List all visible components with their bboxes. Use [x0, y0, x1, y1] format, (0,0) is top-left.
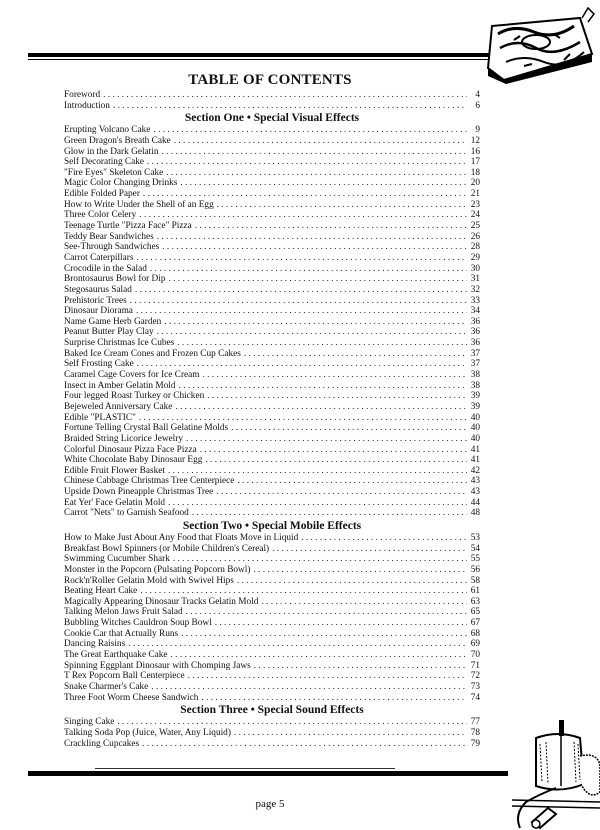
toc-entry[interactable]: [64, 476, 480, 487]
entry-label: Self Frosting Cake: [64, 359, 134, 370]
entry-page: 18: [470, 167, 480, 178]
entry-page: 24: [470, 210, 480, 221]
section-heading: Section Three • Special Sound Effects: [180, 704, 364, 717]
toc-entry[interactable]: [64, 576, 480, 587]
dot-leader: [237, 576, 467, 587]
dot-leader: [147, 157, 467, 168]
entry-label: Introduction: [64, 100, 110, 111]
entry-page: 77: [470, 717, 480, 728]
dot-leader: [195, 221, 467, 232]
entry-page: 36: [470, 316, 480, 327]
toc-entry[interactable]: [64, 317, 480, 328]
entry-label: T Rex Popcorn Ball Centerpiece: [64, 671, 185, 682]
dot-leader: [162, 242, 467, 253]
toc-entry[interactable]: [64, 466, 480, 477]
entry-page: 43: [470, 476, 480, 487]
dot-leader: [180, 178, 467, 189]
header-rule: [28, 53, 508, 57]
toc-entry[interactable]: [64, 413, 480, 424]
dot-leader: [179, 381, 467, 392]
dot-leader: [244, 349, 467, 360]
entry-page: 26: [470, 231, 480, 242]
entry-label: Rock'n'Roller Gelatin Mold with Swivel Hips: [64, 575, 234, 586]
entry-page: 54: [470, 543, 480, 554]
entry-page: 37: [470, 359, 480, 370]
toc-entry[interactable]: [64, 391, 480, 402]
entry-page: 55: [470, 554, 480, 565]
toc-entry[interactable]: [64, 682, 480, 693]
entry-page: 29: [470, 252, 480, 263]
entry-page: 69: [470, 639, 480, 650]
entry-label: Three Foot Worm Cheese Sandwich: [64, 692, 199, 703]
toc-entry[interactable]: [64, 728, 480, 739]
toc-entry[interactable]: [64, 232, 480, 243]
toc-entry[interactable]: [64, 168, 480, 179]
dot-leader: [188, 671, 467, 682]
toc-entry[interactable]: [64, 338, 480, 349]
entry-label: Crocodile in the Salad: [64, 263, 147, 274]
toc-entry[interactable]: [64, 629, 480, 640]
toc-entry[interactable]: [64, 423, 480, 434]
dot-leader: [177, 338, 467, 349]
entry-page: 17: [470, 157, 480, 168]
dot-leader: [231, 423, 467, 434]
entry-label: White Chocolate Baby Dinosaur Egg: [64, 455, 203, 466]
page-number: page 5: [255, 798, 285, 810]
entry-page: 9: [475, 125, 480, 136]
entry-label: Carrot "Nets" to Garnish Seafood: [64, 508, 189, 519]
dot-leader: [140, 586, 467, 597]
dot-leader: [143, 189, 467, 200]
entry-label: Self Decorating Cake: [64, 157, 145, 168]
entry-page: 41: [470, 455, 480, 466]
entry-page: 63: [470, 596, 480, 607]
entry-label: Crackling Cupcakes: [64, 738, 140, 749]
dot-leader: [217, 200, 467, 211]
dot-leader: [168, 466, 467, 477]
entry-label: Name Game Herb Garden: [64, 316, 162, 327]
entry-page: 44: [470, 497, 480, 508]
entry-page: 53: [470, 532, 480, 543]
entry-page: 40: [470, 433, 480, 444]
entry-label: "Fire Eyes" Skeleton Cake: [64, 167, 164, 178]
dot-leader: [113, 101, 467, 112]
entry-label: Braided String Licorice Jewelry: [64, 433, 184, 444]
entry-page: 12: [470, 135, 480, 146]
entry-label: Erupting Volcano Cake: [64, 125, 151, 136]
dot-leader: [142, 739, 467, 750]
entry-label: Monster in the Popcorn (Pulsating Popcorn Bowl): [64, 564, 251, 575]
header-rule-thin: [28, 59, 508, 60]
entry-page: 4: [475, 90, 480, 100]
entry-page: 79: [470, 738, 480, 749]
dot-leader: [253, 565, 467, 576]
entry-label: Teenage Turtle "Pizza Face" Pizza: [64, 221, 192, 232]
table-of-contents: [64, 90, 480, 749]
dot-leader: [301, 533, 467, 544]
entry-label: Edible Fruit Flower Basket: [64, 465, 165, 476]
entry-label: How to Write Under the Shell of an Egg: [64, 199, 214, 210]
entry-page: 23: [470, 199, 480, 210]
dot-leader: [117, 717, 467, 728]
entry-label: Peanut Butter Play Clay: [64, 327, 154, 338]
dot-leader: [186, 434, 467, 445]
entry-label: Surprise Christmas Ice Cubes: [64, 338, 175, 349]
dot-leader: [164, 317, 467, 328]
entry-page: 42: [470, 465, 480, 476]
entry-page: 28: [470, 242, 480, 253]
dot-leader: [203, 370, 467, 381]
dot-leader: [151, 682, 467, 693]
dot-leader: [162, 147, 468, 158]
entry-label: Glow in the Dark Gelatin: [64, 146, 159, 157]
entry-label: Spinning Eggplant Dinosaur with Chomping Jaws: [64, 660, 251, 671]
entry-label: Bubbling Witches Cauldron Soup Bowl: [64, 618, 212, 629]
dot-leader: [181, 629, 467, 640]
entry-page: 73: [470, 681, 480, 692]
dot-leader: [254, 661, 467, 672]
toc-sections: [64, 111, 480, 749]
entry-label: Caramel Cage Covers for Ice Cream: [64, 370, 200, 381]
entry-label: Talking Melon Jaws Fruit Salad: [64, 607, 183, 618]
dot-leader: [237, 476, 467, 487]
toc-entry[interactable]: [64, 349, 480, 360]
toc-entry[interactable]: [64, 445, 480, 456]
entry-page: 72: [470, 671, 480, 682]
footer-rule: [28, 771, 508, 776]
dot-leader: [135, 285, 467, 296]
entry-page: 6: [475, 100, 480, 111]
entry-page: 30: [470, 263, 480, 274]
toc-entry[interactable]: [64, 221, 480, 232]
entry-page: 16: [470, 146, 480, 157]
toc-entry[interactable]: [64, 639, 480, 650]
entry-page: 68: [470, 628, 480, 639]
dot-leader: [207, 391, 467, 402]
dot-leader: [136, 306, 467, 317]
entry-label: Edible Folded Paper: [64, 189, 140, 200]
entry-page: 36: [470, 327, 480, 338]
toc-entry[interactable]: [64, 498, 480, 509]
toc-entry[interactable]: [64, 508, 480, 519]
dot-leader: [157, 232, 467, 243]
toc-entry[interactable]: [64, 136, 480, 147]
toc-entry[interactable]: [64, 296, 480, 307]
toc-entry[interactable]: [64, 533, 480, 544]
toc-entry-introduction[interactable]: [64, 101, 480, 112]
entry-label: See-Through Sandwiches: [64, 242, 160, 253]
toc-entry[interactable]: [64, 544, 480, 555]
dot-leader: [153, 125, 467, 136]
entry-label: Baked Ice Cream Cones and Frozen Cup Cakes: [64, 348, 241, 359]
entry-label: Fortune Telling Crystal Ball Gelatine Molds: [64, 423, 229, 434]
entry-label: Edible "PLASTIC": [64, 412, 136, 423]
toc-entry[interactable]: [64, 274, 480, 285]
toc-entry[interactable]: [64, 200, 480, 211]
toc-entry[interactable]: [64, 210, 480, 221]
toc-entry[interactable]: [64, 327, 480, 338]
page-title: TABLE OF CONTENTS: [188, 72, 352, 88]
entry-page: 40: [470, 423, 480, 434]
toc-entry[interactable]: [64, 178, 480, 189]
dot-leader: [234, 728, 467, 739]
entry-page: 65: [470, 607, 480, 618]
dot-leader: [150, 264, 467, 275]
footer-rule-thin: [95, 768, 395, 769]
entry-page: 78: [470, 727, 480, 738]
dot-leader: [200, 445, 467, 456]
dot-leader: [139, 413, 467, 424]
entry-page: 21: [470, 189, 480, 200]
entry-label: Talking Soda Pop (Juice, Water, Any Liquid): [64, 727, 231, 738]
toc-entry[interactable]: [64, 157, 480, 168]
section-heading: Section One • Special Visual Effects: [184, 112, 360, 125]
toc-entry[interactable]: [64, 455, 480, 466]
entry-label: Magic Color Changing Drinks: [64, 178, 178, 189]
entry-page: 37: [470, 348, 480, 359]
entry-label: Four legged Roast Turkey or Chicken: [64, 391, 205, 402]
dot-leader: [272, 544, 467, 555]
dot-leader: [201, 693, 467, 704]
dot-leader: [166, 168, 467, 179]
toc-entry[interactable]: [64, 717, 480, 728]
toc-entry[interactable]: [64, 253, 480, 264]
entry-page: 39: [470, 391, 480, 402]
dot-leader: [128, 639, 467, 650]
dot-leader: [171, 650, 467, 661]
dot-leader: [168, 498, 467, 509]
entry-label: Green Dragon's Breath Cake: [64, 135, 171, 146]
dot-leader: [215, 618, 467, 629]
toc-entry[interactable]: [64, 306, 480, 317]
toc-entry[interactable]: [64, 487, 480, 498]
toc-entry[interactable]: [64, 597, 480, 608]
entry-label: Carrot Caterpillars: [64, 252, 134, 263]
dot-leader: [174, 136, 467, 147]
dot-leader: [216, 487, 467, 498]
entry-label: Beating Heart Cake: [64, 586, 138, 597]
toc-entry[interactable]: [64, 285, 480, 296]
toc-entry[interactable]: [64, 565, 480, 576]
entry-page: 70: [470, 650, 480, 661]
entry-page: 71: [470, 660, 480, 671]
toc-entry[interactable]: [64, 739, 480, 750]
entry-label: Cookie Car that Actually Runs: [64, 628, 179, 639]
entry-label: Prehistoric Trees: [64, 295, 127, 306]
toc-entry[interactable]: [64, 607, 480, 618]
dot-leader: [130, 296, 467, 307]
entry-label: How to Make Just About Any Food that Floats Move in Liquid: [64, 532, 299, 543]
toc-entry[interactable]: [64, 618, 480, 629]
entry-page: 25: [470, 221, 480, 232]
entry-label: Dancing Raisins: [64, 639, 126, 650]
toc-entry[interactable]: [64, 189, 480, 200]
toc-entry[interactable]: [64, 370, 480, 381]
dot-leader: [205, 455, 467, 466]
entry-label: Chinese Cabbage Christmas Tree Centerpiece: [64, 476, 235, 487]
entry-label: Breakfast Bowl Spinners (or Mobile Children's Cereal): [64, 543, 270, 554]
dot-leader: [192, 508, 467, 519]
dot-leader: [103, 90, 467, 101]
toc-entry[interactable]: [64, 264, 480, 275]
dot-leader: [157, 327, 467, 338]
entry-label: Snake Charmer's Cake: [64, 681, 149, 692]
entry-label: Upside Down Pineapple Christmas Tree: [64, 487, 214, 498]
entry-page: 36: [470, 338, 480, 349]
toc-entry[interactable]: [64, 650, 480, 661]
entry-page: 39: [470, 401, 480, 412]
entry-label: Foreword: [64, 90, 101, 100]
entry-label: Insect in Amber Gelatin Mold: [64, 380, 176, 391]
toc-entry-foreword[interactable]: [64, 90, 480, 101]
entry-page: 48: [470, 508, 480, 519]
entry-page: 38: [470, 380, 480, 391]
toc-entry[interactable]: [64, 554, 480, 565]
entry-page: 58: [470, 575, 480, 586]
entry-label: Eat Yer' Face Gelatin Mold: [64, 497, 166, 508]
entry-label: Stegosaurus Salad: [64, 284, 132, 295]
entry-label: Swimming Cucumber Shark: [64, 554, 170, 565]
entry-page: 34: [470, 306, 480, 317]
entry-page: 61: [470, 586, 480, 597]
dot-leader: [137, 359, 467, 370]
entry-page: 67: [470, 618, 480, 629]
entry-label: Teddy Bear Sandwiches: [64, 231, 154, 242]
toc-entry[interactable]: [64, 381, 480, 392]
dot-leader: [173, 554, 467, 565]
crank-cake-illustration-icon: [500, 716, 600, 830]
entry-label: Magically Appearing Dinosaur Tracks Gelatin Mold: [64, 596, 259, 607]
dot-leader: [261, 597, 467, 608]
toc-entry[interactable]: [64, 671, 480, 682]
section-heading: Section Two • Special Mobile Effects: [182, 519, 362, 532]
entry-label: Dinosaur Diorama: [64, 306, 133, 317]
toc-entry[interactable]: [64, 147, 480, 158]
toc-entry[interactable]: [64, 693, 480, 704]
toc-entry[interactable]: [64, 434, 480, 445]
dot-leader: [136, 253, 467, 264]
entry-label: Singing Cake: [64, 717, 115, 728]
entry-label: Three Color Celery: [64, 210, 137, 221]
toc-entry[interactable]: [64, 359, 480, 370]
dot-leader: [175, 402, 467, 413]
entry-page: 31: [470, 274, 480, 285]
entry-label: The Great Earthquake Cake: [64, 650, 168, 661]
entry-label: Brontosaurus Bowl for Dip: [64, 274, 166, 285]
entry-page: 38: [470, 370, 480, 381]
toc-entry[interactable]: [64, 125, 480, 136]
entry-page: 33: [470, 295, 480, 306]
entry-label: Colorful Dinosaur Pizza Face Pizza: [64, 444, 197, 455]
entry-page: 20: [470, 178, 480, 189]
toc-entry[interactable]: [64, 586, 480, 597]
toc-entry[interactable]: [64, 661, 480, 672]
entry-page: 40: [470, 412, 480, 423]
toc-entry[interactable]: [64, 242, 480, 253]
entry-page: 74: [470, 692, 480, 703]
dot-leader: [169, 274, 468, 285]
entry-page: 43: [470, 487, 480, 498]
entry-page: 32: [470, 284, 480, 295]
dot-leader: [186, 607, 467, 618]
entry-label: Bejeweled Anniversary Cake: [64, 401, 173, 412]
dot-leader: [139, 210, 467, 221]
entry-page: 41: [470, 444, 480, 455]
toc-entry[interactable]: [64, 402, 480, 413]
entry-page: 56: [470, 564, 480, 575]
